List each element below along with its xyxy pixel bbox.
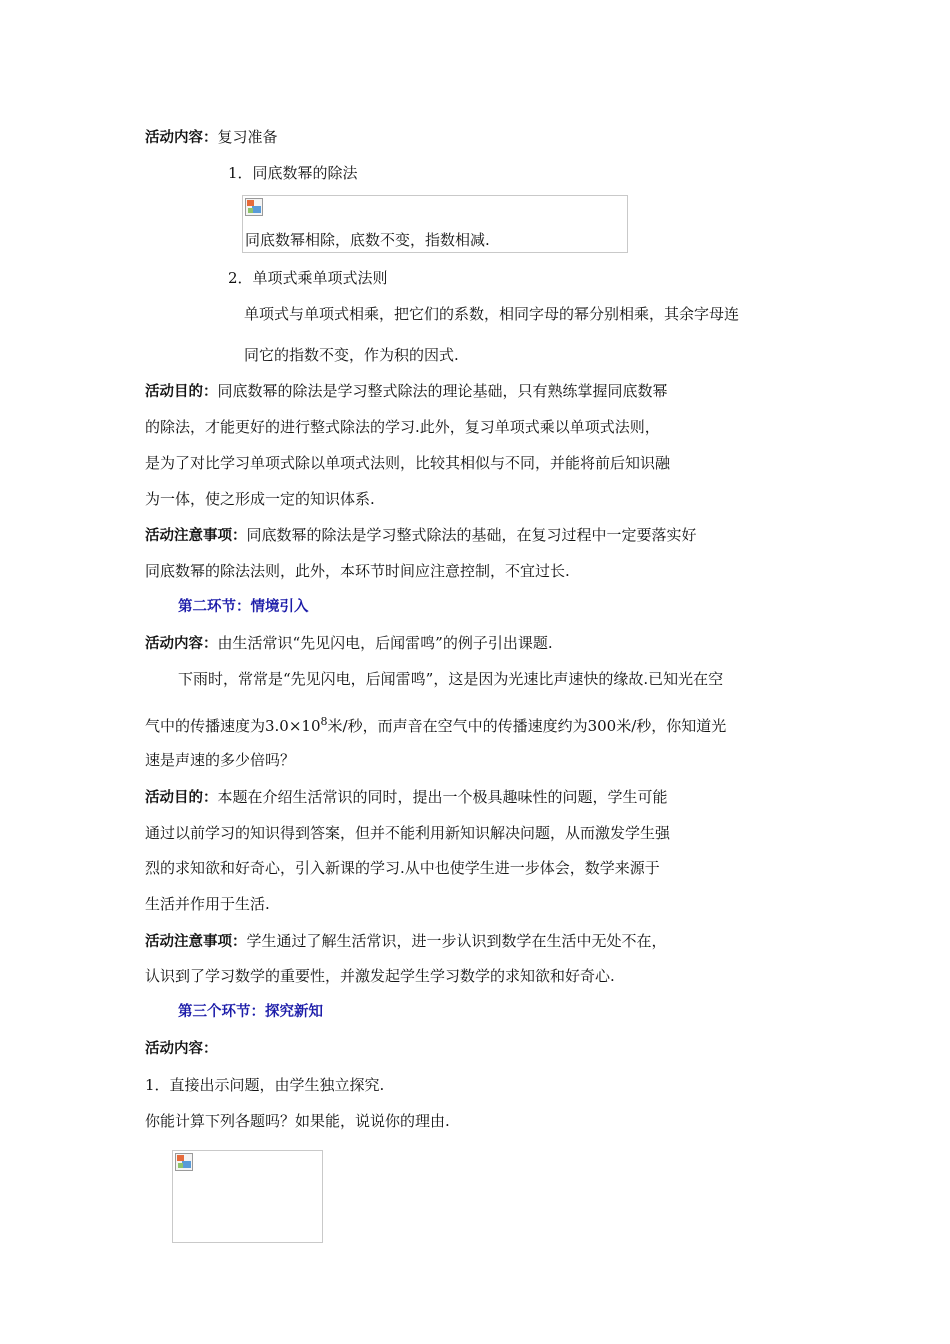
paragraph-text: 本题在介绍生活常识的同时，提出一个极具趣味性的问题，学生可能 xyxy=(217,788,668,806)
activity-purpose-line xyxy=(145,381,668,402)
image-placeholder-box xyxy=(172,1150,323,1243)
image-placeholder-box xyxy=(242,195,628,253)
activity-note-line xyxy=(145,931,667,952)
section-heading: 第二环节：情境引入 xyxy=(178,599,309,615)
rule-text: 同底数幂相除，底数不变，指数相减. xyxy=(245,231,490,249)
paragraph-text: 生活并作用于生活. xyxy=(145,895,270,913)
activity-note-label: 活动注意事项： xyxy=(145,528,247,544)
text-span: 米/秒，而声音在空气中的传播速度约为300米/秒，你知道光 xyxy=(327,717,727,735)
list-item: 2．单项式乘单项式法则 xyxy=(228,269,388,287)
rule-text: 单项式与单项式相乘，把它们的系数，相同字母的幂分别相乘，其余字母连 xyxy=(244,305,740,323)
paragraph-text: 学生通过了解生活常识，进一步认识到数学在生活中无处不在， xyxy=(246,932,667,950)
paragraph-text: 通过以前学习的知识得到答案，但并不能利用新知识解决问题，从而激发学生强 xyxy=(145,824,671,842)
paragraph-text: 为一体，使之形成一定的知识体系. xyxy=(145,490,375,508)
activity-content-line xyxy=(145,127,278,148)
paragraph-text: 认识到了学习数学的重要性，并激发起学生学习数学的求知欲和好奇心. xyxy=(145,967,615,985)
activity-note-label: 活动注意事项： xyxy=(145,934,247,950)
activity-content-line xyxy=(145,633,553,654)
activity-content-text: 复习准备 xyxy=(217,128,278,146)
paragraph-text: 你能计算下列各题吗？如果能，说说你的理由. xyxy=(145,1112,450,1130)
activity-content-label: 活动内容： xyxy=(145,636,218,652)
activity-purpose-line xyxy=(145,787,668,808)
paragraph-text: 烈的求知欲和好奇心，引入新课的学习.从中也使学生进一步体会，数学来源于 xyxy=(145,859,660,877)
section-heading: 第三个环节：探究新知 xyxy=(178,1004,323,1020)
activity-purpose-label: 活动目的： xyxy=(145,790,218,806)
paragraph-text: 的除法，才能更好的进行整式除法的学习.此外，复习单项式乘以单项式法则， xyxy=(145,418,660,436)
activity-content-label: 活动内容： xyxy=(145,130,218,146)
paragraph-text: 速是声速的多少倍吗？ xyxy=(145,751,296,769)
paragraph-text: 下雨时，常常是“先见闪电，后闻雷鸣”，这是因为光速比声速快的缘故.已知光在空 xyxy=(178,670,724,688)
text-span: 气中的传播速度为3.0×10 xyxy=(145,717,321,735)
list-item: 1．直接出示问题，由学生独立探究. xyxy=(145,1076,385,1094)
activity-purpose-label: 活动目的： xyxy=(145,384,218,400)
paragraph-text: 同底数幂的除法是学习整式除法的理论基础，只有熟练掌握同底数幂 xyxy=(217,382,668,400)
paragraph-text: 同底数幂的除法法则，此外，本环节时间应注意控制，不宜过长. xyxy=(145,562,570,580)
broken-image-icon xyxy=(245,198,263,216)
activity-content-text: 由生活常识“先见闪电，后闻雷鸣”的例子引出课题. xyxy=(217,634,553,652)
paragraph-text: 同底数幂的除法是学习整式除法的基础，在复习过程中一定要落实好 xyxy=(246,526,697,544)
list-item: 1．同底数幂的除法 xyxy=(228,164,358,182)
paragraph-text: 是为了对比学习单项式除以单项式法则，比较其相似与不同，并能将前后知识融 xyxy=(145,454,671,472)
rule-text: 同它的指数不变，作为积的因式. xyxy=(244,346,459,364)
broken-image-icon xyxy=(175,1153,193,1171)
activity-content-label: 活动内容： xyxy=(145,1041,218,1057)
exponent: 8 xyxy=(320,715,328,728)
activity-note-line xyxy=(145,525,697,546)
paragraph-text xyxy=(145,712,726,736)
